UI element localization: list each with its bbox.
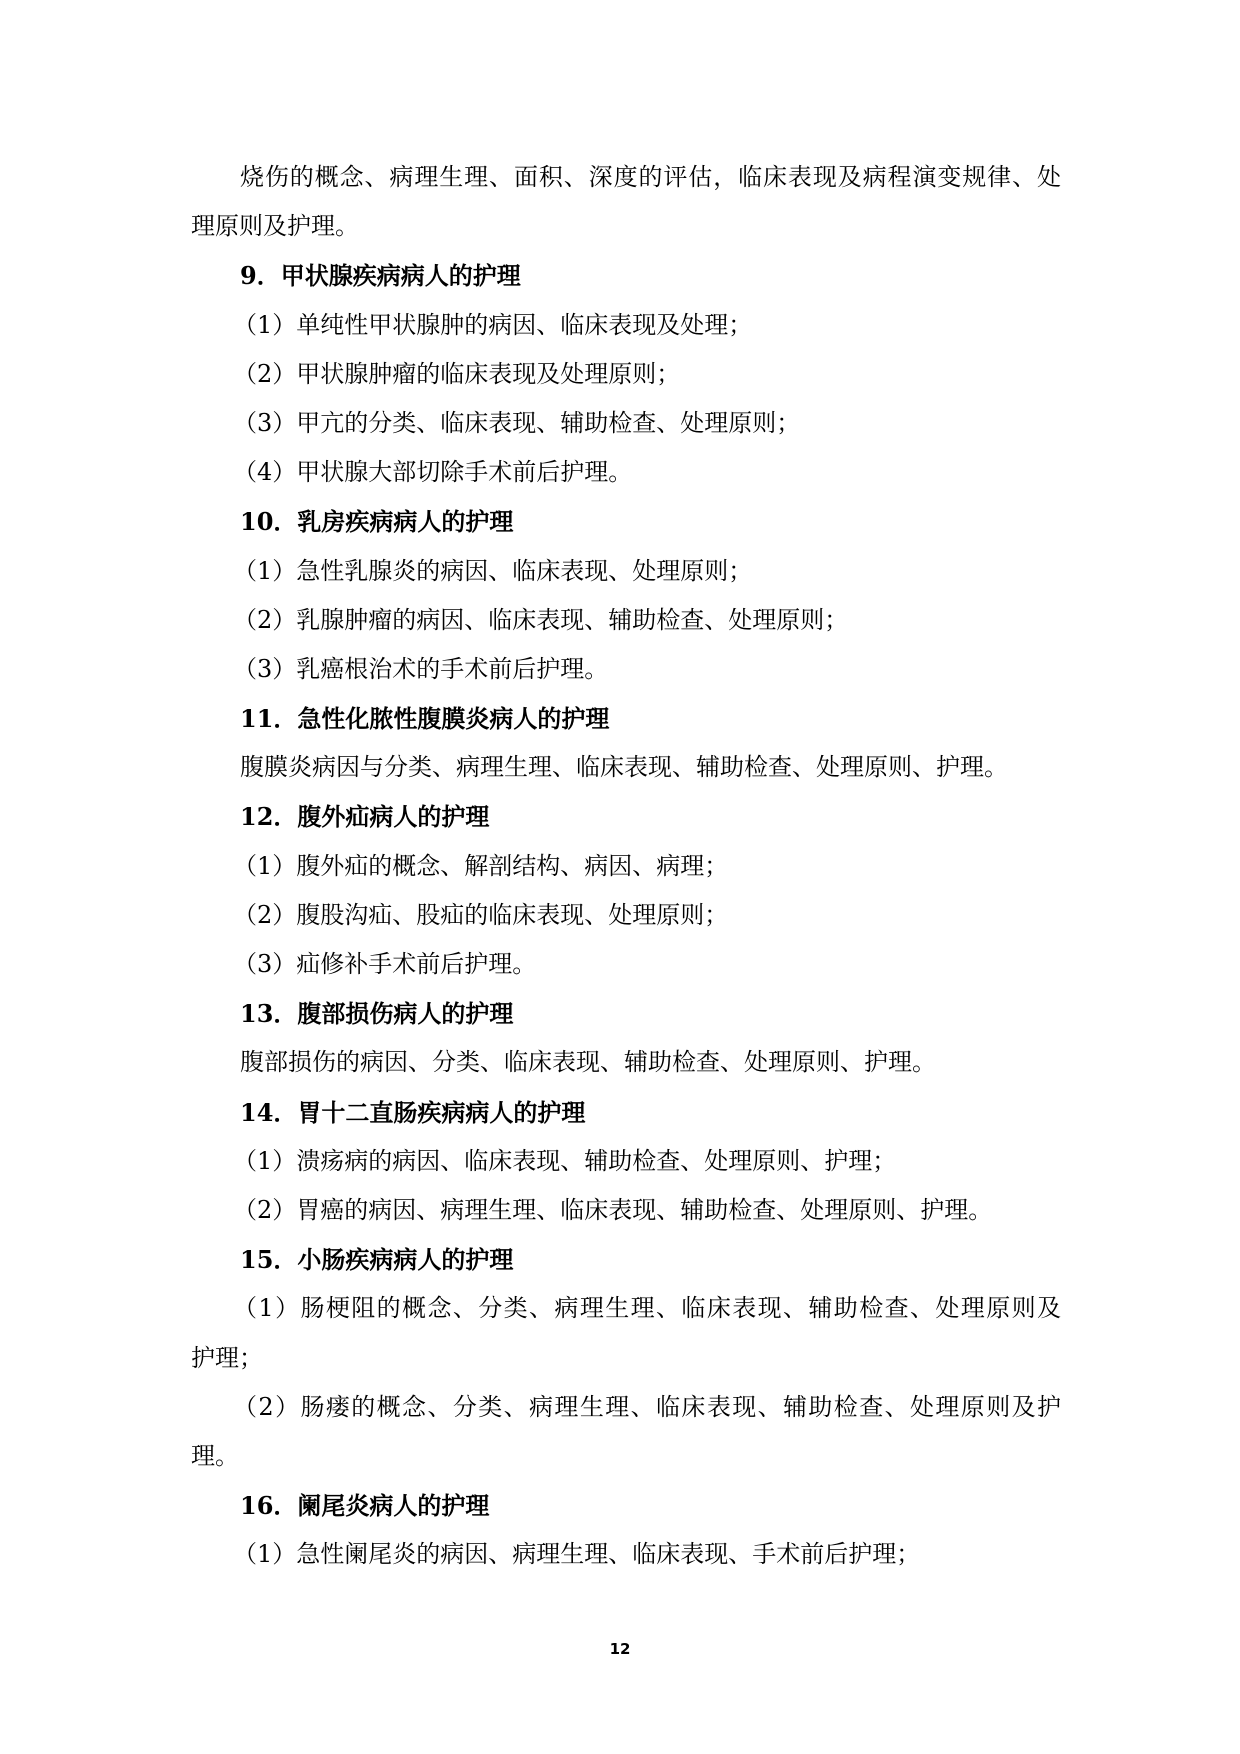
list-item: （1）肠梗阻的概念、分类、病理生理、临床表现、辅助检查、处理原则及	[233, 1294, 1061, 1323]
page-number: 12	[609, 1640, 631, 1658]
list-item: （3）乳癌根治术的手术前后护理。	[233, 654, 609, 683]
section-heading: 13．腹部损伤病人的护理	[240, 999, 514, 1029]
section-heading: 15．小肠疾病病人的护理	[240, 1245, 514, 1275]
list-item: （2）甲状腺肿瘤的临床表现及处理原则；	[233, 359, 681, 388]
list-item: （3）甲亢的分类、临床表现、辅助检查、处理原则；	[233, 408, 801, 437]
list-item: （1）溃疡病的病因、临床表现、辅助检查、处理原则、护理；	[233, 1146, 897, 1175]
list-item: （2）乳腺肿瘤的病因、临床表现、辅助检查、处理原则；	[233, 605, 849, 634]
list-item-continuation: 理。	[191, 1441, 239, 1470]
paragraph-line: 腹部损伤的病因、分类、临床表现、辅助检查、处理原则、护理。	[240, 1048, 936, 1077]
list-item: （4）甲状腺大部切除手术前后护理。	[233, 458, 633, 487]
list-item: （1）急性阑尾炎的病因、病理生理、临床表现、手术前后护理；	[233, 1540, 921, 1569]
section-heading: 14．胃十二直肠疾病病人的护理	[240, 1097, 586, 1127]
list-item: （2）胃癌的病因、病理生理、临床表现、辅助检查、处理原则、护理。	[233, 1195, 993, 1224]
document-body	[191, 153, 1061, 1579]
list-item: （1）急性乳腺炎的病因、临床表现、处理原则；	[233, 556, 753, 585]
list-item: （2）腹股沟疝、股疝的临床表现、处理原则；	[233, 900, 729, 929]
list-item: （1）单纯性甲状腺肿的病因、临床表现及处理；	[233, 310, 753, 339]
list-item: （1）腹外疝的概念、解剖结构、病因、病理；	[233, 851, 729, 880]
section-heading: 16．阑尾炎病人的护理	[240, 1491, 490, 1521]
list-item: （3）疝修补手术前后护理。	[233, 950, 537, 978]
list-item-continuation: 护理；	[191, 1343, 263, 1372]
paragraph-line: 烧伤的概念、病理生理、面积、深度的评估，临床表现及病程演变规律、处	[240, 163, 1061, 191]
paragraph-line: 理原则及护理。	[191, 212, 359, 241]
section-heading: 10．乳房疾病病人的护理	[240, 507, 514, 537]
section-heading: 9．甲状腺疾病病人的护理	[240, 261, 521, 291]
list-item: （2）肠瘘的概念、分类、病理生理、临床表现、辅助检查、处理原则及护	[233, 1392, 1061, 1421]
paragraph-line: 腹膜炎病因与分类、病理生理、临床表现、辅助检查、处理原则、护理。	[240, 753, 1008, 782]
section-heading: 12．腹外疝病人的护理	[240, 802, 490, 832]
section-heading: 11．急性化脓性腹膜炎病人的护理	[240, 704, 610, 734]
